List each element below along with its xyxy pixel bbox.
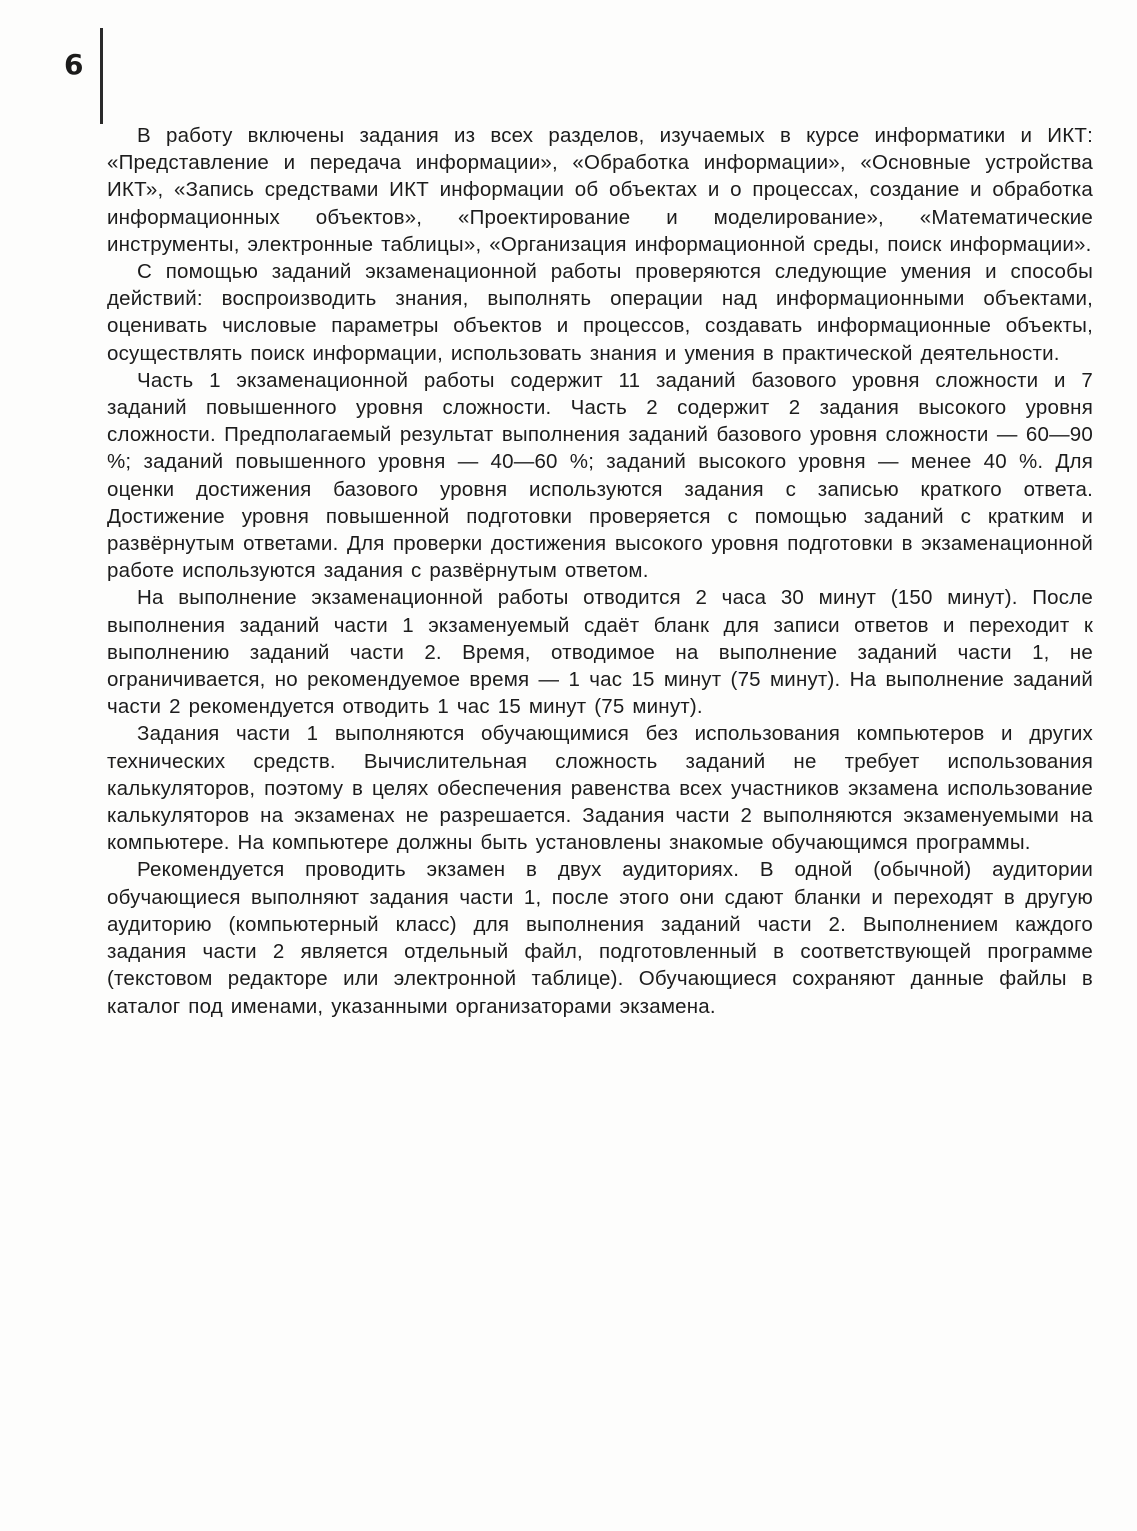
paragraph: Рекомендуется проводить экзамен в двух аудиториях. В одной (обычной) аудитории обучающиеся выполняют задания части 1, после этого они сдают бланки и переходят в другую аудиторию (компьютерный класс) для выполнения заданий части 2. Выполнением каждого задания части 2 является отдельный файл, подготовленный в соответствующей программе (текстовом редакторе или электронной таблице). Обучающиеся сохраняют данные файлы в каталог под именами, указанными организаторами экзамена. bbox=[107, 858, 1093, 1018]
paragraph: В работу включены задания из всех разделов, изучаемых в курсе информатики и ИКТ: «Представление и передача информации», «Обработка информации», «Основные устройства ИКТ», «Запись средствами ИКТ информации об объектах и о процессах, создание и обработка информационных объектов», «Проектирование и моделирование», «Математические инструменты, электронные таблицы», «Организация информационной среды, поиск информации». bbox=[107, 124, 1093, 256]
paragraph: Задания части 1 выполняются обучающимися без использования компьютеров и других технических средств. Вычислительная сложность заданий не требует использования калькуляторов, поэтому в целях обеспечения равенства всех участников экзамена использование калькуляторов на экзаменах не разрешается. Задания части 2 выполняются экзаменуемыми на компьютере. На компьютере должны быть установлены знакомые обучающимся программы. bbox=[107, 722, 1093, 855]
body-text bbox=[107, 122, 1093, 1020]
paragraph: На выполнение экзаменационной работы отводится 2 часа 30 минут (150 минут). После выполнения заданий части 1 экзаменуемый сдаёт бланк для записи ответов и переходит к выполнению заданий части 2. Время, отводимое на выполнение заданий части 1, не ограничивается, но рекомендуемое время — 1 час 15 минут (75 минут). На выполнение заданий части 2 рекомендуется отводить 1 час 15 минут (75 минут). bbox=[107, 586, 1093, 719]
page-number: 6 bbox=[64, 48, 84, 81]
paragraph: С помощью заданий экзаменационной работы проверяются следующие умения и способы действий: воспроизводить знания, выполнять операции над информационными объектами, оценивать числовые параметры объектов и процессов, создавать информационные объекты, осуществлять поиск информации, использовать знания и умения в практической деятельности. bbox=[107, 260, 1093, 365]
margin-rule bbox=[100, 28, 103, 124]
paragraph: Часть 1 экзаменационной работы содержит 11 заданий базового уровня сложности и 7 заданий повышенного уровня сложности. Часть 2 содержит 2 задания высокого уровня сложности. Предполагаемый результат выполнения заданий базового уровня сложности — 60—90 %; заданий повышенного уровня — 40—60 %; заданий высокого уровня — менее 40 %. Для оценки достижения базового уровня используются задания с записью краткого ответа. Достижение уровня повышенной подготовки проверяется с помощью заданий с кратким и развёрнутым ответами. Для проверки достижения высокого уровня подготовки в экзаменационной работе используются задания с развёрнутым ответом. bbox=[107, 368, 1093, 583]
